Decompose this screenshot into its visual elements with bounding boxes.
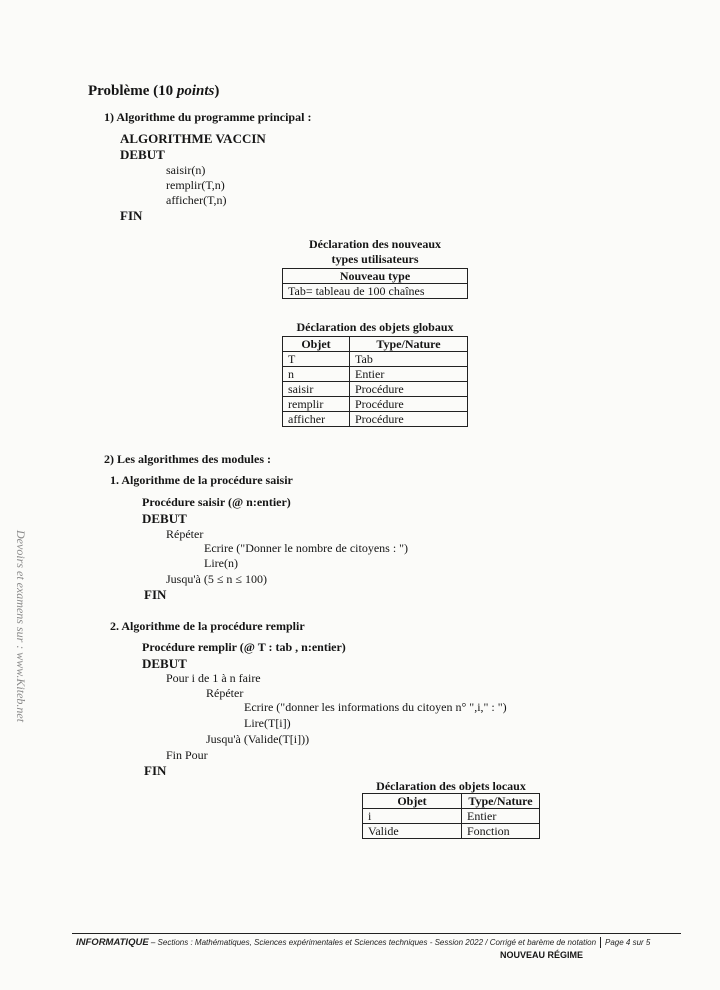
footer-rule: [72, 933, 681, 934]
problem-title: [88, 83, 219, 100]
remplir-repeter: Répéter: [206, 686, 244, 700]
globals-header-type: Type/Nature: [350, 337, 468, 352]
table-cell: afficher: [283, 412, 350, 427]
table-row: [363, 809, 540, 824]
remplir-jusqua: Jusqu'à (Valide(T[i])): [206, 732, 310, 746]
table-row: [283, 382, 468, 397]
table-row: [283, 397, 468, 412]
remplir-fin-pour: Fin Pour: [166, 748, 208, 762]
global-objects-table: [282, 336, 468, 427]
table-cell: Valide: [363, 824, 462, 839]
new-types-table: [282, 268, 468, 299]
table-cell: T: [283, 352, 350, 367]
locals-header-objet: Objet: [363, 794, 462, 809]
table-cell: remplir: [283, 397, 350, 412]
saisir-ecrire: Ecrire ("Donner le nombre de citoyens : "): [204, 541, 409, 555]
remplir-signature: Procédure remplir (@ T : tab , n:entier): [142, 640, 346, 654]
remplir-lire: Lire(T[i]): [244, 716, 291, 730]
remplir-pour: Pour i de 1 à n faire: [166, 671, 261, 685]
table-cell: Procédure: [350, 412, 468, 427]
saisir-lire: Lire(n): [204, 556, 238, 570]
table-cell: i: [363, 809, 462, 824]
table-cell: Fonction: [462, 824, 540, 839]
types-caption-line2: types utilisateurs: [331, 252, 419, 266]
footer-separator: [600, 937, 601, 948]
globals-table-caption: Déclaration des objets globaux: [296, 320, 454, 334]
fin-keyword: FIN: [120, 208, 143, 223]
table-cell: Entier: [462, 809, 540, 824]
table-row: [363, 824, 540, 839]
remplir-fin: FIN: [144, 763, 167, 778]
saisir-repeter: Répéter: [166, 527, 204, 541]
table-row: [283, 412, 468, 427]
local-objects-table: [362, 793, 540, 839]
saisir-signature: Procédure saisir (@ n:entier): [142, 495, 291, 509]
remplir-heading: 2. Algorithme de la procédure remplir: [110, 619, 305, 633]
table-cell: Entier: [350, 367, 468, 382]
saisir-fin: FIN: [144, 587, 167, 602]
footer-subject: INFORMATIQUE: [76, 937, 149, 948]
section2-heading: 2) Les algorithmes des modules :: [104, 452, 271, 466]
types-table-caption: [282, 237, 468, 267]
footer-text: – Sections : Mathématiques, Sciences expérimentales et Sciences techniques - Session 2022 / Corrigé et barème de notation: [148, 938, 597, 947]
saisir-heading: 1. Algorithme de la procédure saisir: [110, 473, 293, 487]
remplir-debut: DEBUT: [142, 656, 187, 671]
problem-title-text: Problème (10: [88, 83, 177, 99]
problem-points: points: [176, 83, 215, 99]
footer-page: Page 4 sur 5: [605, 938, 651, 947]
footer-regime: NOUVEAU RÉGIME: [500, 950, 584, 960]
table-row: [283, 367, 468, 382]
problem-title-close: ): [214, 83, 220, 99]
types-caption-line1: Déclaration des nouveaux: [309, 237, 441, 251]
table-cell: Tab: [350, 352, 468, 367]
main-line-remplir: remplir(T,n): [166, 178, 225, 192]
table-cell: Procédure: [350, 397, 468, 412]
globals-header-objet: Objet: [283, 337, 350, 352]
saisir-jusqua: Jusqu'à (5 ≤ n ≤ 100): [166, 572, 267, 586]
types-header: Nouveau type: [283, 269, 468, 284]
types-row: Tab= tableau de 100 chaînes: [283, 284, 468, 299]
table-cell: saisir: [283, 382, 350, 397]
section1-heading: 1) Algorithme du programme principal :: [104, 110, 312, 124]
table-cell: Procédure: [350, 382, 468, 397]
locals-header-type: Type/Nature: [462, 794, 540, 809]
saisir-debut: DEBUT: [142, 511, 187, 526]
table-cell: n: [283, 367, 350, 382]
debut-keyword: DEBUT: [120, 147, 165, 162]
footer: [76, 937, 650, 948]
locals-table-caption: Déclaration des objets locaux: [376, 779, 526, 793]
main-line-afficher: afficher(T,n): [166, 193, 227, 207]
algorithm-name: ALGORITHME VACCIN: [120, 131, 266, 146]
remplir-ecrire: Ecrire ("donner les informations du citoyen n° ",i," : "): [244, 700, 507, 714]
main-line-saisir: saisir(n): [166, 163, 206, 177]
table-row: [283, 352, 468, 367]
side-watermark: Devoirs et examens sur : www.Kiteb.net: [14, 530, 28, 723]
